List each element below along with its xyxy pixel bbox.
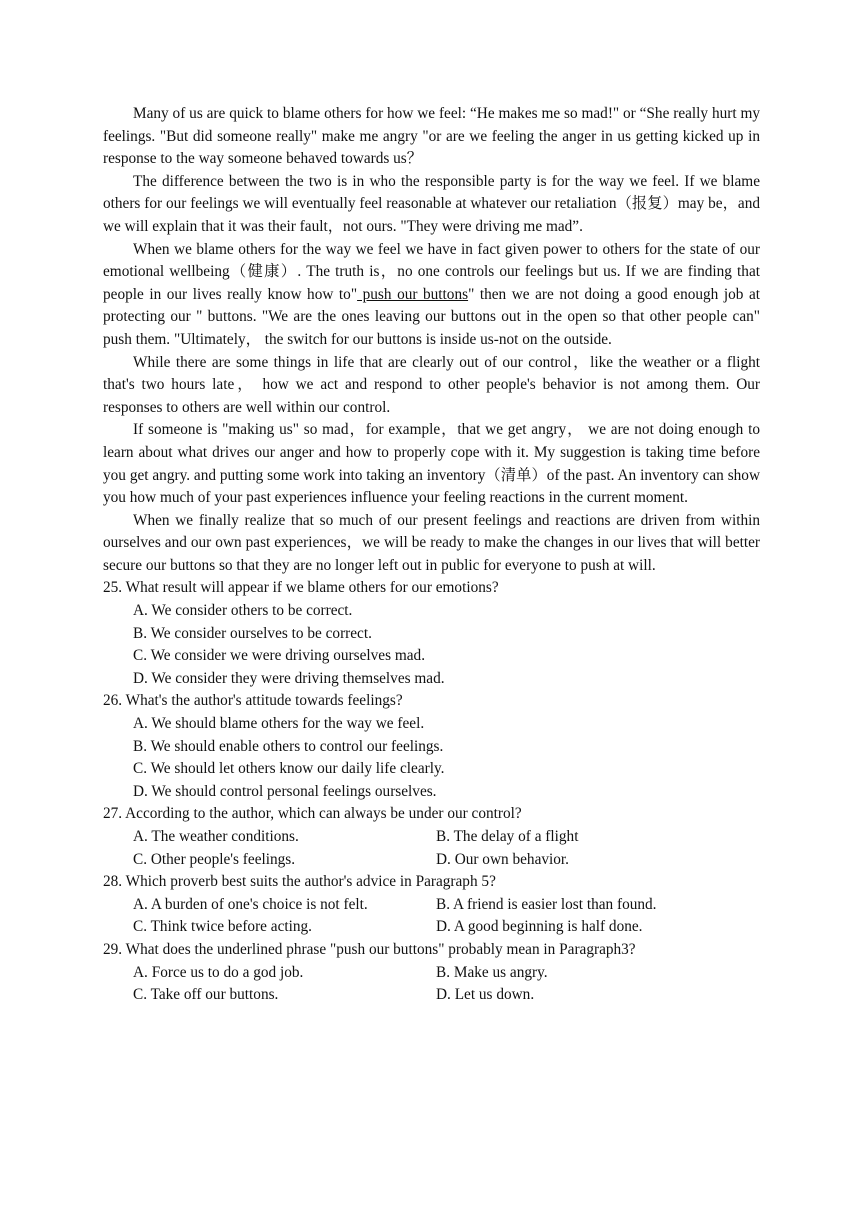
question-28-option-b: B. A friend is easier lost than found.	[436, 895, 657, 913]
question-28-stem: 28. Which proverb best suits the author's advice in Paragraph 5?	[103, 873, 496, 891]
paragraph-6: When we finally realize that so much of our present feelings and reactions are driven from within ourselves and our own past experiences，we will be ready to make the changes in our lives that will better secure our buttons so that they are no longer left out in public for everyone to push at will.	[103, 511, 760, 574]
question-28-option-c: C. Think twice before acting.	[133, 918, 312, 936]
question-28-row-ab	[133, 894, 760, 917]
question-25-option-b: B. We consider ourselves to be correct.	[133, 624, 372, 642]
paragraph-3-part-2: " then we are not doing a good enough job at protecting our " buttons. "We are the ones leaving our buttons out in the open so that other people can" push them. "Ultimately， the switch for our buttons is inside us-not on the outside.	[103, 285, 760, 348]
question-29-row-cd	[133, 984, 760, 1007]
question-27-option-b: B. The delay of a flight	[436, 828, 579, 845]
question-29-option-c: C. Take off our buttons.	[133, 986, 279, 1004]
question-27-option-d: D. Our own behavior.	[436, 850, 569, 868]
question-29-option-a: A. Force us to do a god job.	[133, 963, 304, 981]
question-29-stem: 29. What does the underlined phrase "push our buttons" probably mean in Paragraph3?	[103, 940, 636, 958]
question-26-option-c: C. We should let others know our daily life clearly.	[133, 760, 445, 778]
question-29-row-ab	[133, 962, 760, 985]
question-25-option-a: A. We consider others to be correct.	[133, 602, 353, 620]
paragraph-3-part-1: When we blame others for the way we feel we have in fact given power to others for the state of our emotional wellbeing（健康）. The truth is，no one controls our feelings but us. If we are finding that people in our lives really know how to"	[103, 240, 760, 303]
paragraph-3	[103, 239, 760, 352]
question-28-row-cd	[133, 916, 760, 939]
question-26-stem: 26. What's the author's attitude towards feelings?	[103, 692, 403, 710]
question-27-stem: 27. According to the author, which can always be under our control?	[103, 805, 522, 823]
question-28-option-d: D. A good beginning is half done.	[436, 918, 643, 936]
question-26-option-d: D. We should control personal feelings ourselves.	[133, 782, 437, 800]
question-27-row-ab	[133, 826, 760, 849]
question-27-row-cd	[133, 849, 760, 872]
question-27-option-a: A. The weather conditions.	[133, 828, 299, 845]
paragraph-5: If someone is "making us" so mad，for example，that we get angry， we are not doing enough to learn about what drives our anger and how to properly cope with it. My suggestion is taking time before you get angry. and putting some work into taking an inventory（清单）of the past. An inventory can show you how much of your past experiences influence your feeling reactions in the current moment.	[103, 421, 760, 507]
question-29-option-d: D. Let us down.	[436, 986, 535, 1004]
paragraph-4: While there are some things in life that are clearly out of our control，like the weather or a flight that's two hours late， how we act and respond to other people's behavior is not among them. Our responses to others are well within our control.	[103, 353, 760, 416]
question-26-option-a: A. We should blame others for the way we feel.	[133, 715, 425, 733]
question-26-option-b: B. We should enable others to control our feelings.	[133, 737, 444, 755]
question-25-option-c: C. We consider we were driving ourselves mad.	[133, 647, 426, 665]
paragraph-2: The difference between the two is in who the responsible party is for the way we feel. If we blame others for our feelings we will eventually feel reasonable at whatever our retaliation（报复）may be，and we will explain that it was their fault，not ours. "They were driving me mad”.	[103, 172, 760, 235]
paragraph-1: Many of us are quick to blame others for how we feel: “He makes me so mad!" or “She really hurt my feelings. "But did someone really" make me angry "or are we feeling the anger in us getting kicked up in response to the way someone behaved towards us？	[103, 105, 760, 168]
question-25-stem: 25. What result will appear if we blame others for our emotions?	[103, 579, 499, 597]
question-27-option-c: C. Other people's feelings.	[133, 850, 296, 868]
underlined-phrase: push our buttons	[357, 285, 469, 303]
question-25-option-d: D. We consider they were driving themselves mad.	[133, 669, 445, 687]
question-29-option-b: B. Make us angry.	[436, 963, 548, 981]
document-page	[103, 103, 760, 1007]
question-28-option-a: A. A burden of one's choice is not felt.	[133, 895, 368, 913]
